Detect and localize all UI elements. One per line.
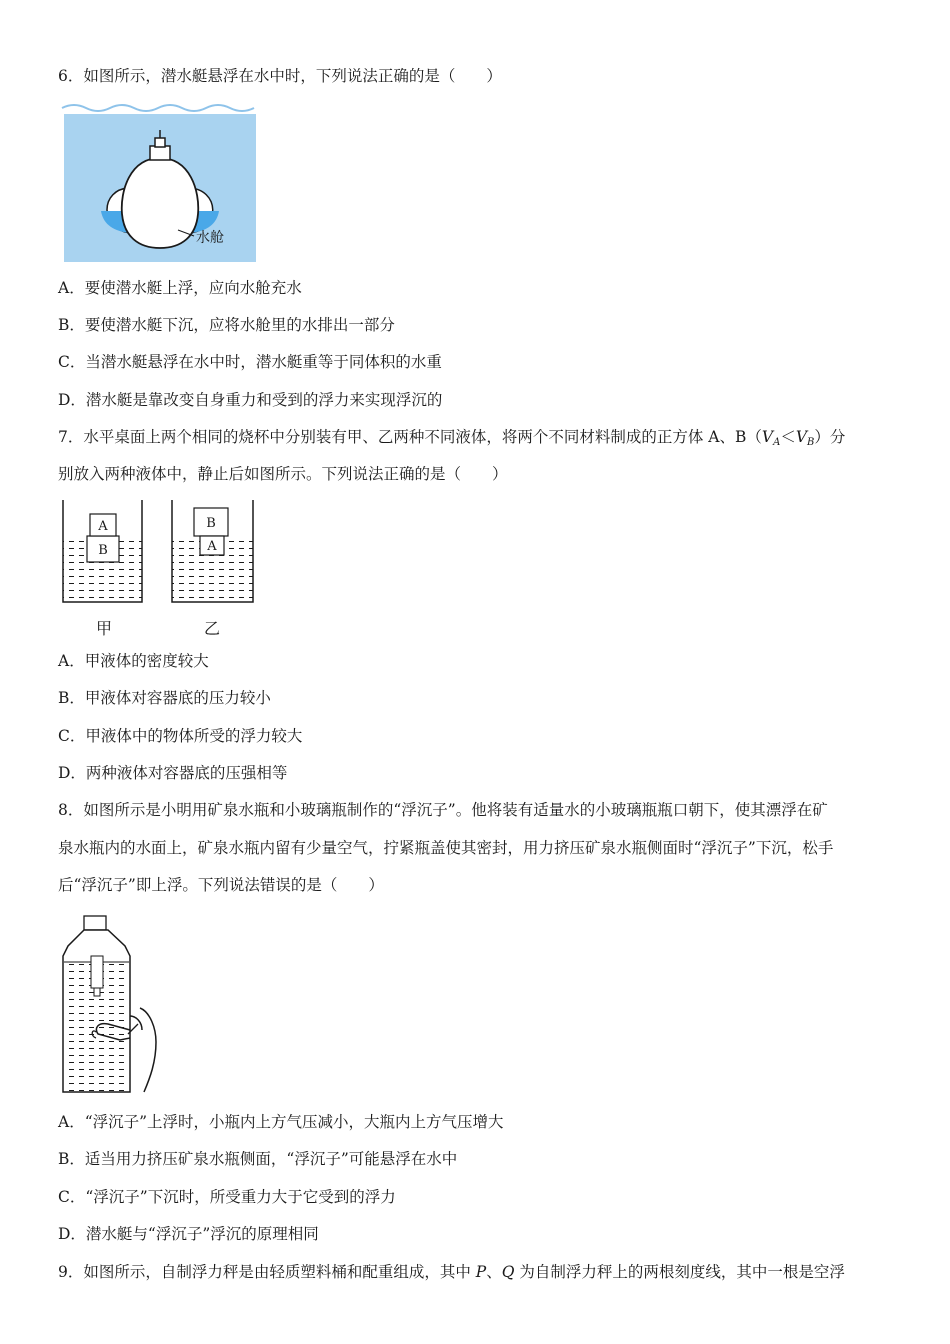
q9-stem-line1 bbox=[58, 1262, 845, 1282]
q8-option-a: A．“浮沉子”上浮时，小瓶内上方气压减小，大瓶内上方气压增大 bbox=[58, 1113, 504, 1131]
q6-option-c: C．当潜水艇悬浮在水中时，潜水艇重等于同体积的水重 bbox=[58, 353, 442, 371]
submarine-hull bbox=[122, 158, 198, 248]
volume-a-subscript: A bbox=[773, 437, 781, 448]
submarine-figure bbox=[60, 96, 260, 264]
less-than-sign: ＜ bbox=[780, 428, 796, 446]
periscope-base bbox=[155, 138, 165, 147]
q6-stem: 6．如图所示，潜水艇悬浮在水中时，下列说法正确的是（ ） bbox=[58, 67, 502, 85]
volume-a-symbol: V bbox=[761, 428, 774, 446]
q8-option-c: C．“浮沉子”下沉时，所受重力大于它受到的浮力 bbox=[58, 1188, 396, 1206]
q7-option-a: A．甲液体的密度较大 bbox=[58, 652, 209, 670]
q6-option-b: B．要使潜水艇下沉，应将水舱里的水排出一部分 bbox=[58, 316, 395, 334]
small-bottle-neck bbox=[94, 988, 100, 996]
beaker-yi-label: 乙 bbox=[203, 619, 221, 638]
separator: 、 bbox=[486, 1263, 502, 1281]
block-b-yi-label: B bbox=[206, 516, 216, 531]
q7-stem-line1 bbox=[58, 427, 845, 453]
q7-stem-line2: 别放入两种液体中，静止后如图所示。下列说法正确的是（ ） bbox=[58, 465, 508, 483]
q9-stem-part2: 为自制浮力秤上的两根刻度线，其中一根是空浮 bbox=[514, 1263, 845, 1281]
block-a-yi-label: A bbox=[207, 539, 217, 554]
cartesian-diver-figure bbox=[58, 912, 170, 1098]
q6-option-a: A．要使潜水艇上浮，应向水舱充水 bbox=[58, 279, 302, 297]
water-surface bbox=[62, 105, 254, 111]
q7-stem-part1: 7．水平桌面上两个相同的烧杯中分别装有甲、乙两种不同液体，将两个不同材料制成的正方体 A、B（ bbox=[58, 428, 762, 446]
q9-stem-part1: 9．如图所示，自制浮力秤是由轻质塑料桶和配重组成，其中 bbox=[58, 1263, 476, 1281]
q7-option-b: B．甲液体对容器底的压力较小 bbox=[58, 689, 271, 707]
block-b-jia-label: B bbox=[98, 543, 108, 558]
small-glass-bottle bbox=[91, 956, 103, 988]
scale-line-p: P bbox=[475, 1263, 487, 1281]
volume-b-subscript: B bbox=[807, 437, 815, 448]
block-a-jia-label: A bbox=[98, 519, 108, 534]
q7-option-d: D．两种液体对容器底的压强相等 bbox=[58, 764, 288, 782]
ballast-label: 水舱 bbox=[196, 230, 224, 246]
q8-stem-line3: 后“浮沉子”即上浮。下列说法错误的是（ ） bbox=[58, 876, 384, 894]
q8-stem-line1: 8．如图所示是小明用矿泉水瓶和小玻璃瓶制作的“浮沉子”。他将装有适量水的小玻璃瓶瓶口朝下，使其漂浮在矿 bbox=[58, 801, 828, 819]
q7-stem-part2: ）分 bbox=[814, 428, 846, 446]
beakers-figure bbox=[58, 496, 268, 644]
conning-tower bbox=[150, 146, 170, 160]
q6-option-d: D．潜水艇是靠改变自身重力和受到的浮力来实现浮沉的 bbox=[58, 391, 443, 409]
scale-line-q: Q bbox=[501, 1263, 515, 1281]
bottle-cap bbox=[84, 916, 106, 930]
q8-stem-line2: 泉水瓶内的水面上，矿泉水瓶内留有少量空气，拧紧瓶盖使其密封，用力挤压矿泉水瓶侧面时“浮沉子”下沉，松手 bbox=[58, 839, 834, 857]
q8-option-b: B．适当用力挤压矿泉水瓶侧面，“浮沉子”可能悬浮在水中 bbox=[58, 1150, 458, 1168]
beaker-jia-label: 甲 bbox=[95, 619, 113, 638]
q8-option-d: D．潜水艇与“浮沉子”浮沉的原理相同 bbox=[58, 1225, 319, 1243]
volume-b-symbol: V bbox=[795, 428, 808, 446]
q7-option-c: C．甲液体中的物体所受的浮力较大 bbox=[58, 727, 303, 745]
